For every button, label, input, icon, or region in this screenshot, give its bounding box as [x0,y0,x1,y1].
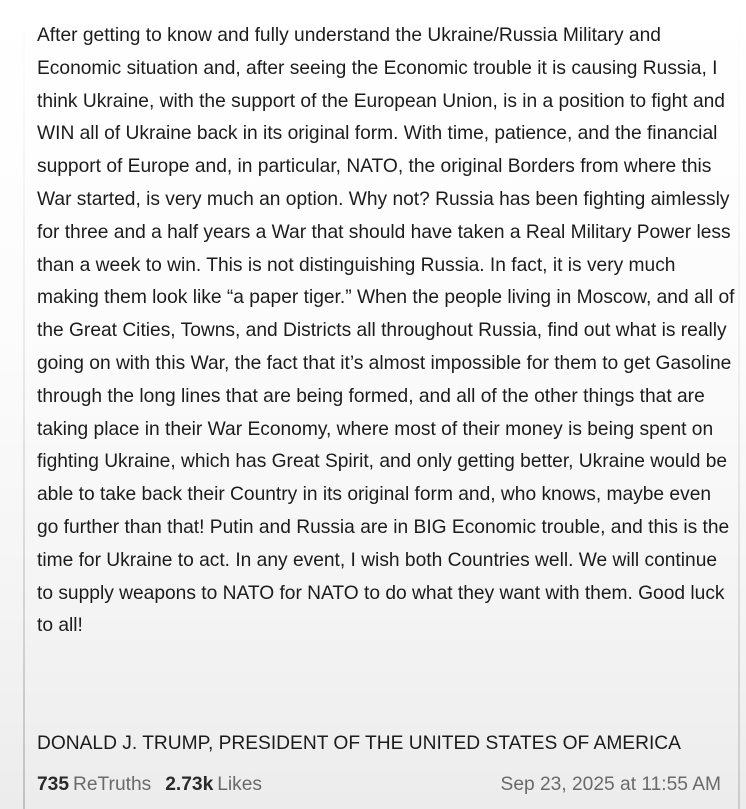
post-footer [37,770,721,800]
post-timestamp[interactable]: Sep 23, 2025 at 11:55 AM [500,774,721,795]
retruths-label: ReTruths [73,774,152,795]
post-body-text: After getting to know and fully understand the Ukraine/Russia Military and Economic situation and, after seeing the Economic trouble it is causing Russia, I think Ukraine, with the support of the European Union, is in a position to fight and WIN all of Ukraine back in its original form. With time, patience, and the financial support of Europe and, in particular, NATO, the original Borders from where this War started, is very much an option. Why not? Russia has been fighting aimlessly for three and a half years a War that should have taken a Real Military Power less than a week to win. This is not distinguishing Russia. In fact, it is very much making them look like “a paper tiger.” When the people living in Moscow, and all of the Great Cities, Towns, and Districts all throughout Russia, find out what is really going on with this War, the fact that it’s almost impossible for them to get Gasoline through the long lines that are being formed, and all of the other things that are taking place in their War Economy, where most of their money is being spent on fighting Ukraine, which has Great Spirit, and only getting better, Ukraine would be able to take back their Country in its original form and, who knows, maybe even go further than that! Putin and Russia are in BIG Economic trouble, and this is the time for Ukraine to act. In any event, I wish both Countries well. We will continue to supply weapons to NATO for NATO to do what they want with them. Good luck to all! [37,25,735,637]
post-stats [37,774,262,796]
card-left-border [23,0,25,809]
likes-stat[interactable] [165,774,262,796]
retruths-count: 735 [37,774,70,795]
post-signature: DONALD J. TRUMP, PRESIDENT OF THE UNITED STATES OF AMERICA [37,733,681,754]
card-right-border [738,0,740,809]
likes-count: 2.73k [165,774,214,795]
retruths-stat[interactable] [37,774,151,796]
likes-label: Likes [217,774,263,795]
